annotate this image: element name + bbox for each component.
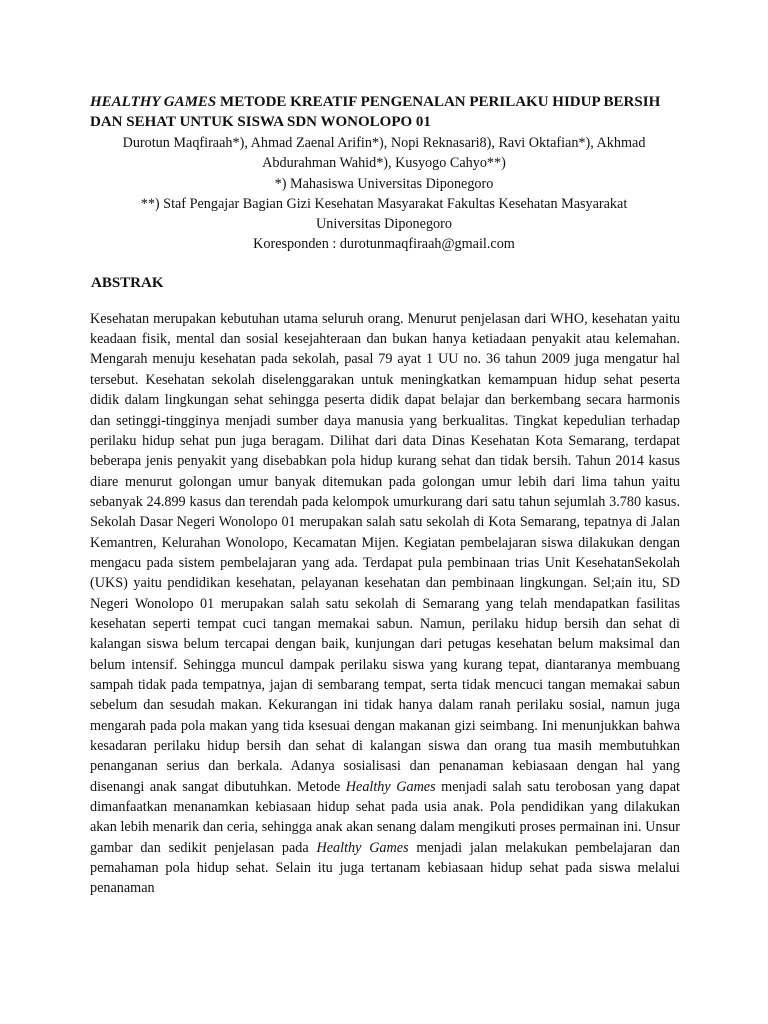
affiliation-students: *) Mahasiswa Universitas Diponegoro <box>274 175 494 192</box>
abstract-italic-1: Healthy Games <box>345 778 436 795</box>
abstract-heading: ABSTRAK <box>91 274 164 291</box>
title-rest: METODE KREATIF PENGENALAN PERILAKU HIDUP BERSIH DAN SEHAT UNTUK SISWA SDN WONOLOPO 01 <box>90 94 661 130</box>
affiliation-staff-line-2: Universitas Diponegoro <box>316 216 452 233</box>
correspondence: Koresponden : durotunmaqfiraah@gmail.com <box>253 236 515 253</box>
paper-title <box>90 92 680 132</box>
abstract-text-part-2: menjadi salah satu terobosan yang dapat dimanfaatkan menanamkan kebiasaan hidup sehat pada usia anak. Pola pendidikan yang dilakukan akan lebih menarik dan ceria, sehingga anak akan senang dalam mengikuti proses permainan ini. Unsur gambar dan sedikit penjelasan pada <box>90 778 680 856</box>
affiliation-staff-line-1: **) Staf Pengajar Bagian Gizi Kesehatan Masyarakat Fakultas Kesehatan Masyarakat <box>140 195 628 212</box>
author-block <box>88 133 680 255</box>
authors-line-1: Durotun Maqfiraah*), Ahmad Zaenal Arifin*), Nopi Reknasari8), Ravi Oktafian*), Akhmad <box>122 135 646 151</box>
abstract-text-part-1: Kesehatan merupakan kebutuhan utama seluruh orang. Menurut penjelasan dari WHO, kesehatan yaitu keadaan fisik, mental dan sosial kesejahteraan dan bukan hanya ketiadaan penyakit atau kelemahan. Mengarah menuju kesehatan pada sekolah, pasal 79 ayat 1 UU no. 36 tahun 2009 juga mengatur hal tersebut. Kesehatan sekolah diselenggarakan untuk meningkatkan kemampuan hidup sehat peserta didik dalam lingkungan sehat sehingga peserta didik dapat belajar dan berkembang secara harmonis dan setinggi-tingginya menjadi sumber daya manusia yang berkualitas. Tingkat kepedulian terhadap perilaku hidup sehat pun juga beragam. Dilihat dari data Dinas Kesehatan Kota Semarang, terdapat beberapa jenis penyakit yang disebabkan pola hidup kurang sehat dan tidak bersih. Tahun 2014 kasus diare menurut golongan umur banyak ditemukan pada golongan umur lebih dari lima tahun yaitu sebanyak 24.899 kasus dan terendah pada kelompok umurkurang dari satu tahun sejumlah 3.780 kasus. Sekolah Dasar Negeri Wonolopo 01 merupakan salah satu sekolah di Kota Semarang, tepatnya di Jalan Kemantren, Kelurahan Wonolopo, Kecamatan Mijen. Kegiatan pembelajaran siswa dilakukan dengan mengacu pada sistem pembelajaran yang ada. Terdapat pula pembinaan trias Unit KesehatanSekolah (UKS) yaitu pendidikan kesehatan, pelayanan kesehatan dan pembinaan lingkungan. Sel;ain itu, SD Negeri Wonolopo 01 merupakan salah satu sekolah di Semarang yang telah mendapatkan fasilitas kesehatan seperti tempat cuci tangan memakai sabun. Namun, perilaku hidup bersih dan sehat di kalangan siswa belum tercapai dengan baik, kunjungan dari petugas kesehatan belum maksimal dan belum intensif. Sehingga muncul dampak perilaku siswa yang kurang tepat, diantaranya membuang sampah tidak pada tempatnya, jajan di sembarang tempat, serta tidak mencuci tangan memakai sabun sebelum dan sesudah makan. Kekurangan ini tidak hanya dalam ranah perilaku sosial, namun juga mengarah pada pola makan yang tida ksesuai dengan makanan gizi seimbang. Ini menunjukkan bahwa kesadaran perilaku hidup bersih dan sehat di kalangan siswa dan orang tua masih membutuhkan penanganan serius dan berkala. Adanya sosialisasi dan penanaman kebiasaan dengan hal yang disenangi anak sangat dibutuhkan. Metode <box>90 310 680 795</box>
title-italic-part: HEALTHY GAMES <box>90 94 217 110</box>
authors-line-2: Abdurahman Wahid*), Kusyogo Cahyo**) <box>262 155 506 172</box>
abstract-body <box>90 309 680 899</box>
abstract-text-part-3: menjadi jalan melakukan pembelajaran dan pemahaman pola hidup sehat. Selain itu juga tertanam kebiasaan hidup sehat pada siswa melalui penanaman <box>90 839 680 897</box>
abstract-italic-2: Healthy Games <box>316 839 409 856</box>
